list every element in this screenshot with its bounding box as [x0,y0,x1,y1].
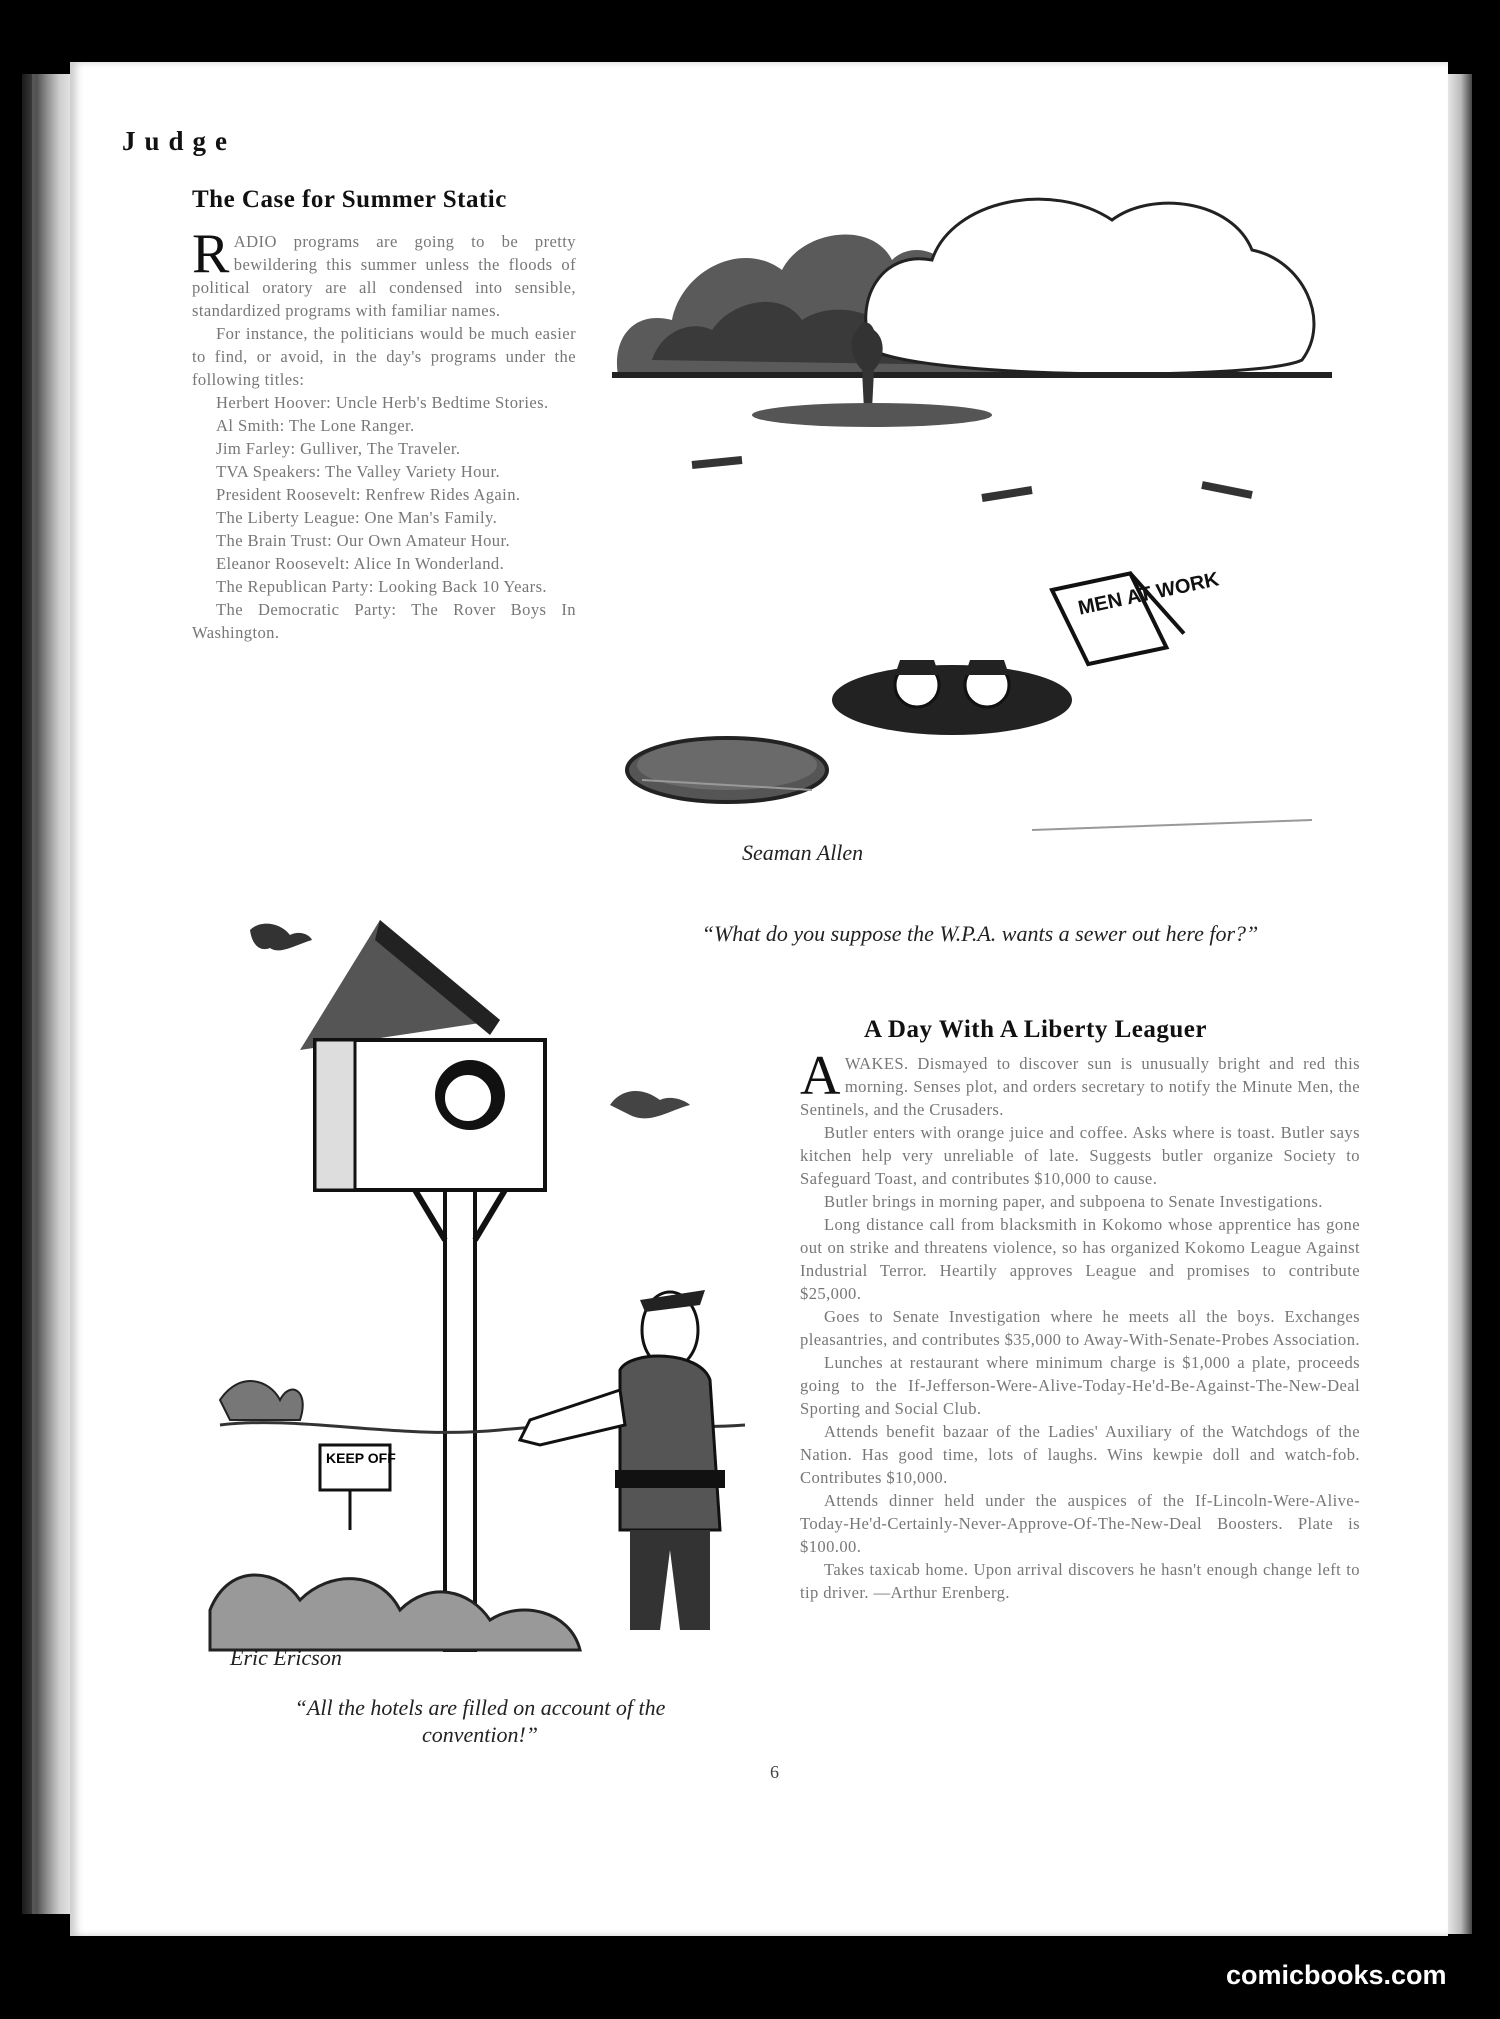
page-edge [1444,74,1472,1934]
bushes [210,1575,580,1650]
paragraph: TVA Speakers: The Valley Variety Hour. [216,462,501,481]
sewer-hole [832,660,1072,735]
article-body-liberty [800,1045,1360,1604]
site-watermark[interactable]: comicbooks.com [1226,1960,1447,1990]
paragraph: Herbert Hoover: Uncle Herb's Bedtime Stories. [216,393,549,412]
drop-cap: A [800,1045,841,1107]
post [415,1190,505,1650]
paragraph: Takes taxicab home. Upon arrival discovers he hasn't enough change left to tip driver. —Arthur Erenberg. [800,1560,1360,1602]
paragraph: Butler enters with orange juice and coffee. Asks where is toast. Butler says kitchen help very unreliable of late. Suggests butler organize Society to Safeguard Toast, and contributes $10,000 to cause. [800,1123,1360,1188]
sign-text: MEN AT WORK [1076,568,1221,620]
manhole-cover [627,738,827,802]
article-body-static [192,223,576,644]
white-cloud [866,199,1314,374]
bushes [220,1381,303,1420]
island [752,403,992,427]
man-face [444,1074,492,1122]
drop-cap: R [192,223,230,285]
cartoon-birdhouse-illustration [200,910,760,1680]
paragraph-text: WAKES. Dismayed to discover sun is unusually bright and red this morning. Senses plot, and orders secretary to notify the Minute Men, the Sentinels, and the Crusaders. [800,1054,1360,1119]
sign-text: KEEP OFF [326,1450,396,1466]
paragraph-text: ADIO programs are going to be pretty bewildering this summer unless the floods of political oratory are all condensed into sensible, standardized programs with familiar names. [192,232,576,320]
paragraph: Attends benefit bazaar of the Ladies' Auxiliary of the Watchdogs of the Nation. Has good time, lots of laughs. Wins kewpie doll and watch-fob. Contributes $10,000. [800,1422,1360,1487]
paragraph: The Brain Trust: Our Own Amateur Hour. [216,531,511,550]
caption-sewer: “What do you suppose the W.P.A. wants a sewer out here for?” [701,921,1259,946]
keep-off-sign [320,1445,396,1530]
paragraph: Eleanor Roosevelt: Alice In Wonderland. [216,554,505,573]
paragraph [192,223,576,322]
birdhouse [300,920,545,1190]
artist-signature: Seaman Allen [742,840,864,865]
paragraph: Butler brings in morning paper, and subpoena to Senate Investigations. [824,1192,1323,1211]
bird-flying [250,924,312,951]
paragraph: Lunches at restaurant where minimum charge is $1,000 a plate, proceeds going to the If-Jefferson-Were-Alive-Today-He'd-Be-Against-The-New-Deal Sporting and Social Club. [800,1353,1360,1418]
paragraph: President Roosevelt: Renfrew Rides Again. [216,485,521,504]
running-head: Judge [122,126,237,156]
paragraph: Jim Farley: Gulliver, The Traveler. [216,439,461,458]
article-title-liberty: A Day With A Liberty Leaguer [864,1016,1207,1043]
policeman [520,1290,725,1630]
paragraph: Goes to Senate Investigation where he meets all the boys. Exchanges pleasantries, and contributes $35,000 to Away-With-Senate-Probes Association. [800,1307,1360,1349]
caption-birdhouse: “All the hotels are filled on account of the convention!” [294,1695,666,1747]
page-number: 6 [770,1762,779,1782]
ground-tufts [692,460,1252,498]
paragraph: Long distance call from blacksmith in Kokomo whose apprentice has gone out on strike and threatens violence, so has organized Kokomo League Against Industrial Terror. Heartily approves League and promises to contribute $25,000. [800,1215,1360,1303]
paragraph: Attends dinner held under the auspices of the If-Lincoln-Were-Alive-Today-He'd-Certainly-Never-Approve-Of-The-New-Deal Boosters. Plate is $100.00. [800,1491,1360,1556]
artist-signature: Eric Ericson [230,1645,342,1670]
cartoon-sewer-illustration [612,180,1332,900]
paragraph: The Republican Party: Looking Back 10 Years. [216,577,547,596]
article-title-static: The Case for Summer Static [192,186,507,213]
paragraph: For instance, the politicians would be much easier to find, or avoid, in the day's programs under the following titles: [192,324,576,389]
paragraph: The Liberty League: One Man's Family. [216,508,498,527]
paragraph [800,1045,1360,1121]
bird-flying [610,1091,690,1118]
paragraph: The Democratic Party: The Rover Boys In Washington. [192,600,576,642]
men-at-work-sign [1052,556,1231,669]
paragraph: Al Smith: The Lone Ranger. [216,416,415,435]
book-spine [22,74,76,1914]
